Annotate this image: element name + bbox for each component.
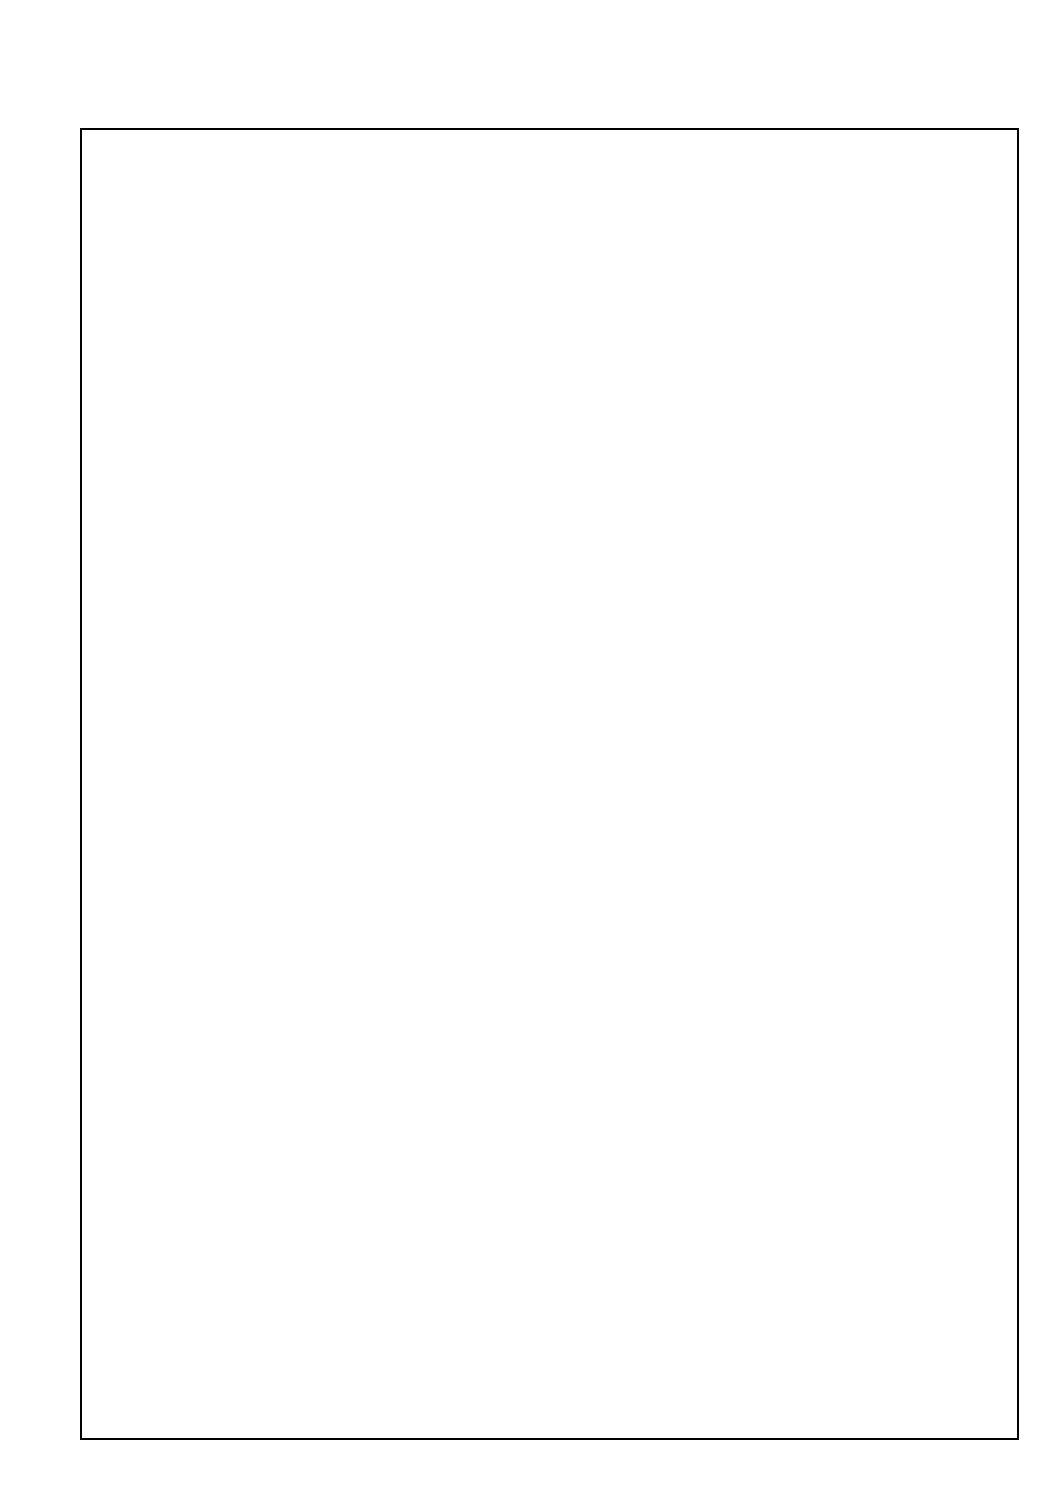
table-frame — [80, 128, 1019, 1440]
